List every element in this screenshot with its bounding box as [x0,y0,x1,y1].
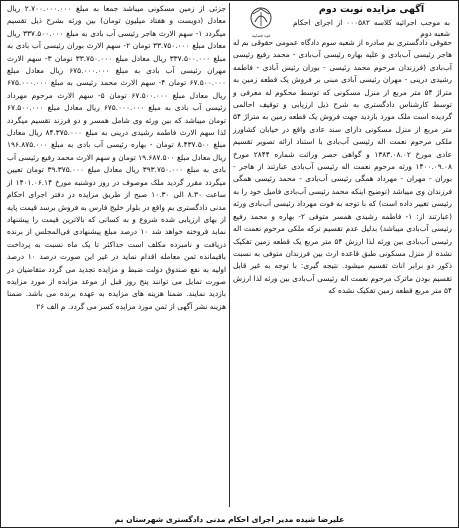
judiciary-logo-icon [235,4,287,40]
header-intro: به موجب اجرائیه کلاسه ۰۰۰۵۸۲ از اجرای احکام شعبه دوم [293,18,450,38]
left-column-text: جزئی از زمین مسکونی میباشد جمعا به مبلغ ۲.۷۰۰.۰۰۰.۰۰۰ ریال معادل (دویست و هفتاد میلیون تومان) بین ورثه بشرح ذیل تقسیم میگردد ۱- سهم الارث هاجر رئیسی آب بادی به مبلغ ۳۳۷.۵۰۰.۰۰۰ ریال معادل مبلغ ۳۳.۷۵۰.۰۰۰ تومان ۲- سهم الارث بوران رئیسی آب بادی به مبلغ ۳۳۷.۵۰۰.۰۰۰ ریال معادل مبلغ ۳۳.۷۵۰.۰۰۰ تومان ۳- سهم الارث مهران رئیسی آب بادی به مبلغ ۶۷۵.۰۰۰.۰۰۰ ریال معادل مبلغ ۶۷.۵۰۰.۰۰۰ تومان ۴- سهم الارث محمد رئیسی به مبلغ ۶۷۵.۰۰۰.۰۰۰ ریال معادل مبلغ ۶۷.۵۰۰.۰۰۰ تومان ۵- سهم الارث مرحوم مهرداد رئیسی آب بادی به مبلغ ۶۷۵.۰۰۰.۰۰۰ ریال معادل مبلغ ۶۷.۵۰۰.۰۰۰ تومان میباشد که بین ورثه وی شامل همسر و دو فرزند تقسیم میگردد لذا سهم الارث فاطمه رشیدی درینی به مبلغ ۸۴.۳۷۵.۰۰۰ ریال معادل مبلغ ۸.۴۳۷.۵۰۰ تومان - بهاره رئیسی آب بادی به مبلغ ۱۹۶.۸۷۵.۰۰۰ ریال معادل مبلغ ۱۹.۶۸۷.۵۰۰ تومان و سهم الارث محمد رفیع رئیسی آب بادی به مبلغ ۳۹۳.۷۵۰.۰۰۰ ریال معادل مبلغ ۳۹.۳۷۵.۰۰۰ تومان تعیین میگردد مقرر گردید ملک موصوف در روز دوشنبه مورخ ۱۴۰۱.۰۶.۱۴ از ساعت ۸.۳۰ الی ۱۰.۳۰ صبح از طریق مزایده در دفتر اجرای احکام مدنی دادگستری بم واقع در بلوار خلیج فارس به فروش برسد قیمت پایه از بهای ارزیابی شده شروع و به کسانی که بالاترین قیمت را پیشنهاد نماید فروخته خواهد شد ۱۰ درصد مبلغ پیشنهادی فی‌المجلس از برنده دریافت و نامبرده مکلف است حداکثر تا یک ماه نسبت به پرداخت باقیمانده ثمن معامله اقدام نماید در غیر این صورت درصد ۱۰ درصد اولیه به نفع صندوق دولت ضبط و مزایده تجدید می گردد متقاضیان در صورت تمایل می توانند پنج روز قبل از موعد مزایده از مورد مزایده بازدید نمایند. ضمنا هزینه های مزایده به عهده برنده می باشد. ضمنا هزینه نشر آگهی از ثمن مورد مزایده کسر می گردد. م الف ۲۶ [7,4,227,311]
logo-caption: قوه قضاییه [251,33,271,38]
notice-columns [4,3,455,507]
notice-signature: علیرضا شیده مدیر اجرای احکام مدنی دادگستری شهرستان بم [114,515,345,524]
right-column [229,3,455,507]
right-column-text: حقوقی دادگستری بم صادره از شعبه سوم دادگاه عمومی حقوقی بم له هاجر رئیسی آب‌بادی و علیه بهاره رئیسی آب‌بادی - محمد رفیع رئیسی آب‌بادی (فرزندان مرحوم محمد رئیسی - بوران رئیس آبادی - فاطمه رشیدی درینی - مهران رئیسی آبادی مبنی بر فروش یک قطعه زمین به متراژ ۵۴ متر مربع از منزل مسکونی که توسط محکوم له معرفی و توسط کارشناس دادگستری به شرح ذیل ارزیابی و توقیف احالمی گردیده است ملک مورد بازدید جهت فروش یک قطعه زمین به متراژ ۵۴ متر مربع از منزل مسکونی دارای سند عادی واقع در خیابان کشاورز ملکی مرحوم نعمت اله رئیسی آب‌بادی با استناد ارائه تصویر تقسیم عادی مورخ ۱۳۸۳.۰۸.۰۲ و گواهی حصر وراثت شماره ۲۸۴۴ مورخ ۱۴۰۰.۰۹.۰۸ ورثه مرحوم نعمت اله رئیسی آب‌بادی عبارتند از هاجر - بوران - مهران - مهرداد همگی رئیسی آب‌بادی - محمد رئیسی همگی فرزندان وی میباشد (توضیح اینکه محمد رئیسی آب‌بادی فامیل خود را به رئیسی تغییر داده است) که با توجه به فوت مهرداد رئیسی آب‌بادی ورثه (عبارتند از: ۱- فاطمه رشیدی همسر متوفی ۲- بهاره و محمد رفیع رئیسی آب‌بادی میباشد) بدلیل عدم تقسیم ترکه ملکی مرحوم نعمت اله رئیسی آب‌بادی بین ورثه لذا ارزش ۵۴ متر مربع یک قطعه زمین تفکیک نشده از منزل مسکونی طبق قاعده ارث بین فرزندان متوفی به نسبت ذکور دو برابر اناث تقسیم میشود. نتیجه گیری: با توجه به غیر قابل تقسیم بودن ماترک مرحوم نعمت اله رئیسی آب‌بادی بین ورثه لذا ارزش ۵۴ متر مربع قطعه زمین تفکیک نشده که [233,38,452,296]
notice-header [233,3,452,37]
left-column [4,3,229,507]
notice-title: آگهی مزایده نوبت دوم [318,4,425,15]
